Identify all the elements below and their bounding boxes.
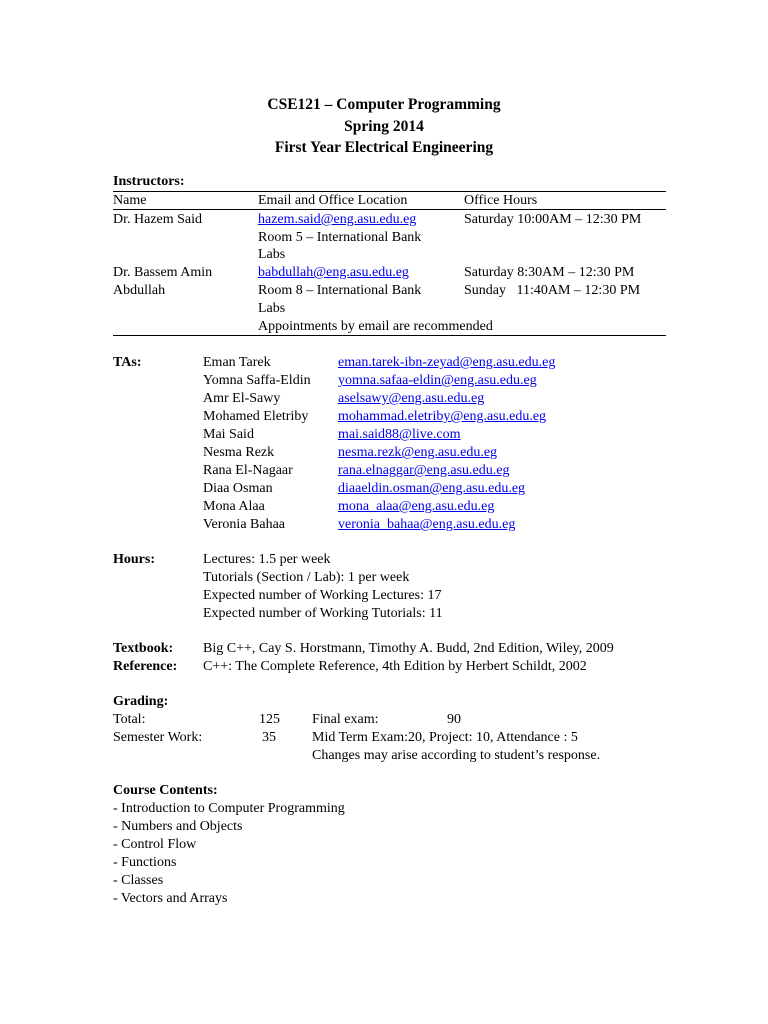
instructors-heading: Instructors:	[113, 174, 185, 189]
ta-email-link[interactable]: veronia_bahaa@eng.asu.edu.eg	[338, 517, 516, 532]
semester-title: Spring 2014	[344, 118, 424, 135]
grading-semester-label: Semester Work:	[113, 730, 203, 745]
instructor-office-hours: Saturday 10:00AM – 12:30 PM	[464, 212, 642, 227]
grading-semester-detail: Mid Term Exam:20, Project: 10, Attendance : 5	[312, 730, 578, 745]
reference-label: Reference:	[113, 659, 178, 674]
ta-name: Rana El-Nagaar	[203, 463, 293, 478]
grading-final-value: 90	[447, 712, 461, 727]
grading-total-value: 125	[259, 712, 280, 727]
course-contents-item: - Vectors and Arrays	[113, 891, 228, 906]
instructor-email-link[interactable]: hazem.said@eng.asu.edu.eg	[258, 212, 417, 227]
grading-heading: Grading:	[113, 694, 169, 709]
col-header-name: Name	[113, 193, 147, 208]
table-bottom-rule	[113, 335, 666, 336]
ta-email-link[interactable]: aselsawy@eng.asu.edu.eg	[338, 391, 485, 406]
ta-email-link[interactable]: mai.said88@live.com	[338, 427, 461, 442]
ta-email-link[interactable]: rana.elnaggar@eng.asu.edu.eg	[338, 463, 510, 478]
textbook-value: Big C++, Cay S. Horstmann, Timothy A. Budd, 2nd Edition, Wiley, 2009	[203, 641, 614, 656]
instructor-name: Dr. Bassem Amin	[113, 265, 213, 280]
hours-label: Hours:	[113, 552, 155, 567]
ta-name: Mai Said	[203, 427, 254, 442]
ta-email-link[interactable]: diaaeldin.osman@eng.asu.edu.eg	[338, 481, 526, 496]
instructor-office-hours: Saturday 8:30AM – 12:30 PM	[464, 265, 635, 280]
hours-line: Expected number of Working Lectures: 17	[203, 588, 442, 603]
hours-line: Tutorials (Section / Lab): 1 per week	[203, 570, 410, 585]
course-contents-item: - Functions	[113, 855, 177, 870]
textbook-label: Textbook:	[113, 641, 174, 656]
grading-semester-value: 35	[262, 730, 276, 745]
reference-value: C++: The Complete Reference, 4th Edition by Herbert Schildt, 2002	[203, 659, 587, 674]
grading-total-label: Total:	[113, 712, 146, 727]
col-header-email: Email and Office Location	[258, 193, 408, 208]
hours-line: Expected number of Working Tutorials: 11	[203, 606, 443, 621]
instructor-location: Labs	[258, 301, 286, 316]
course-contents-heading: Course Contents:	[113, 783, 218, 798]
program-title: First Year Electrical Engineering	[274, 139, 494, 156]
instructor-location: Room 8 – International Bank	[258, 283, 422, 298]
instructor-location: Room 5 – International Bank	[258, 230, 422, 245]
col-header-hours: Office Hours	[464, 193, 538, 208]
course-contents-item: - Control Flow	[113, 837, 197, 852]
instructor-name: Dr. Hazem Said	[113, 212, 203, 227]
grading-final-label: Final exam:	[312, 712, 379, 727]
table-header-rule	[113, 209, 666, 210]
appointments-note: Appointments by email are recommended	[258, 319, 493, 334]
instructor-name: Abdullah	[113, 283, 166, 298]
ta-email-link[interactable]: mona_alaa@eng.asu.edu.eg	[338, 499, 495, 514]
ta-email-link[interactable]: eman.tarek-ibn-zeyad@eng.asu.edu.eg	[338, 355, 556, 370]
instructor-email-link[interactable]: babdullah@eng.asu.edu.eg	[258, 265, 409, 280]
instructor-location: Labs	[258, 247, 286, 262]
ta-name: Amr El-Sawy	[203, 391, 281, 406]
course-contents-item: - Introduction to Computer Programming	[113, 801, 345, 816]
course-contents-item: - Numbers and Objects	[113, 819, 243, 834]
hours-line: Lectures: 1.5 per week	[203, 552, 331, 567]
ta-name: Veronia Bahaa	[203, 517, 286, 532]
ta-name: Diaa Osman	[203, 481, 273, 496]
instructor-office-hours: Sunday 11:40AM – 12:30 PM	[464, 283, 641, 298]
course-title: CSE121 – Computer Programming	[267, 96, 501, 113]
course-contents-item: - Classes	[113, 873, 164, 888]
ta-name: Yomna Saffa-Eldin	[203, 373, 311, 388]
ta-name: Mohamed Eletriby	[203, 409, 309, 424]
grading-note: Changes may arise according to student’s response.	[312, 748, 601, 763]
ta-name: Eman Tarek	[203, 355, 271, 370]
tas-label: TAs:	[113, 355, 142, 370]
ta-name: Mona Alaa	[203, 499, 265, 514]
ta-email-link[interactable]: mohammad.eletriby@eng.asu.edu.eg	[338, 409, 547, 424]
ta-email-link[interactable]: yomna.safaa-eldin@eng.asu.edu.eg	[338, 373, 537, 388]
ta-name: Nesma Rezk	[203, 445, 275, 460]
ta-email-link[interactable]: nesma.rezk@eng.asu.edu.eg	[338, 445, 498, 460]
